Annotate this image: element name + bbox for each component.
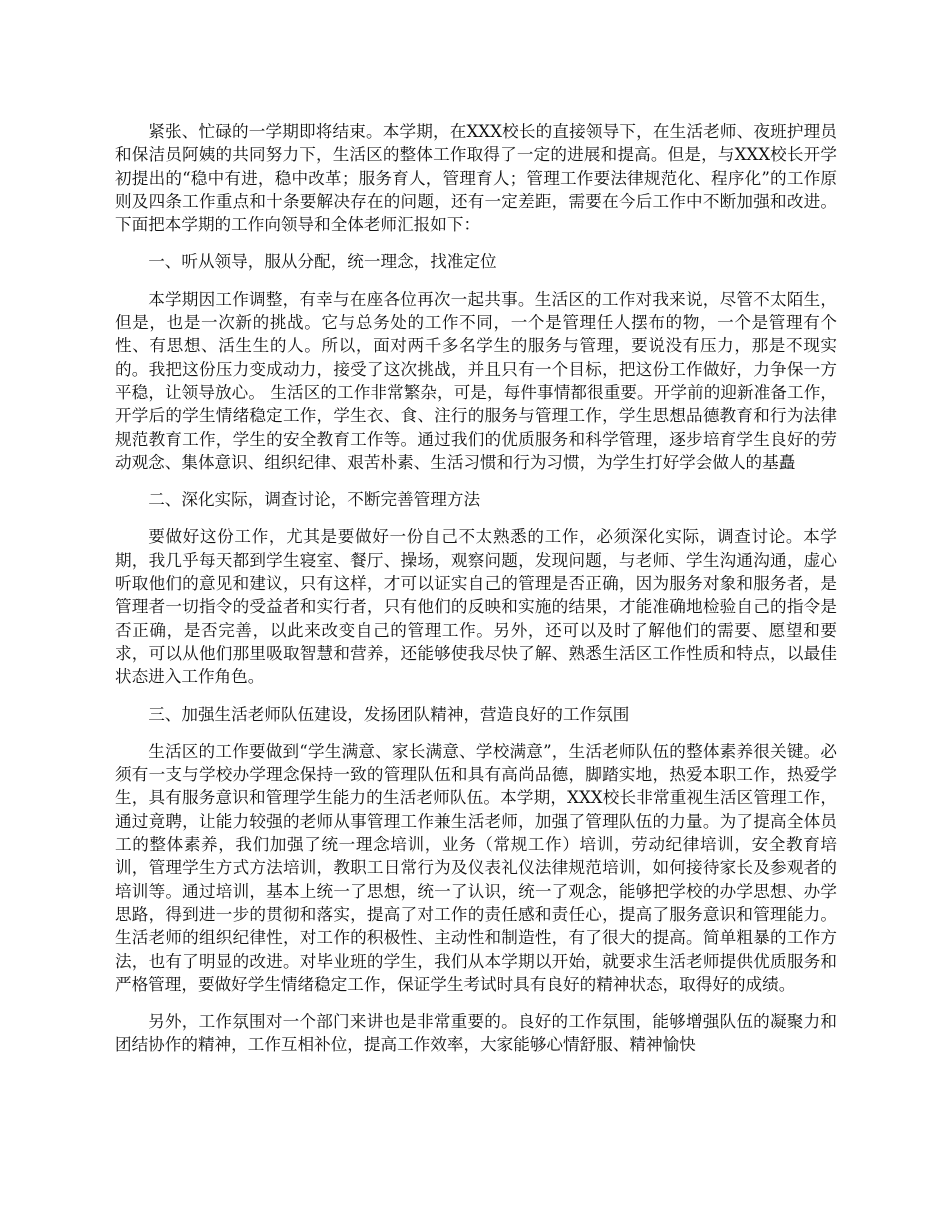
section-3-paragraph: 生活区的工作要做到“学生满意、家长满意、学校满意”，生活老师队伍的整体素养很关键。必须有一支与学校办学理念保持一致的管理队伍和具有高尚品德，脚踏实地，热爱本职工作，热爱学生，具有服务意识和管理学生能力的生活老师队伍。本学期，XXX校长非常重视生活区管理工作，通过竟聘，让能力较强的老师从事管理工作兼生活老师，加强了管理队伍的力量。为了提高全体员工的整体素养，我们加强了统一理念培训，业务（常规工作）培训，劳动纪律培训，安全教育培训，管理学生方式方法培训，教职工日常行为及仪表礼仪法律规范培训，如何接待家长及参观者的培训等。通过培训，基本上统一了思想，统一了认识，统一了观念，能够把学校的办学思想、办学思路，得到进一步的贯彻和落实，提高了对工作的责任感和责任心，提高了服务意识和管理能力。生活老师的组织纪律性，对工作的积极性、主动性和制造性，有了很大的提高。简单粗暴的工作方法，也有了明显的改进。对毕业班的学生，我们从本学期以开始，就要求生活老师提供优质服务和严格管理，要做好学生情绪稳定工作，保证学生考试时具有良好的精神状态，取得好的成绩。	[115, 741, 837, 994]
section-heading-2: 二、深化实际，调查讨论，不断完善管理方法	[148, 490, 481, 510]
section-heading-1: 一、听从领导，服从分配，统一理念，找准定位	[148, 252, 497, 272]
intro-paragraph: 紧张、忙碌的一学期即将结束。本学期，在XXX校长的直接领导下，在生活老师、夜班护理员和保洁员阿姨的共同努力下，生活区的整体工作取得了一定的进展和提高。但是，与XXX校长开学初提出的“稳中有进，稳中改革；服务育人，管理育人；管理工作要法律规范化、程序化”的工作原则及四条工作重点和十条要解决存在的问题，还有一定差距，需要在今后工作中不断加强和改进。下面把本学期的工作向领导和全体老师汇报如下：	[115, 122, 837, 235]
closing-paragraph: 另外，工作氛围对一个部门来讲也是非常重要的。良好的工作氛围，能够增强队伍的凝聚力和团结协作的精神，工作互相补位，提高工作效率，大家能够心情舒服、精神愉快	[115, 1012, 837, 1055]
section-heading-3: 三、加强生活老师队伍建设，发扬团队精神，营造良好的工作氛围	[148, 704, 630, 724]
section-1-paragraph: 本学期因工作调整，有幸与在座各位再次一起共事。生活区的工作对我来说，尽管不太陌生，但是，也是一次新的挑战。它与总务处的工作不同，一个是管理任人摆布的物，一个是管理有个性、有思想、活生生的人。所以，面对两千多名学生的服务与管理，要说没有压力，那是不现实的。我把这份压力变成动力，接受了这次挑战，并且只有一个目标，把这份工作做好，力争保一方平稳，让领导放心。 生活区的工作非常繁杂，可是，每件事情都很重要。开学前的迎新准备工作，开学后的学生情绪稳定工作，学生衣、食、注行的服务与管理工作，学生思想品德教育和行为法律规范教育工作，学生的安全教育工作等。通过我们的优质服务和科学管理，逐步培育学生良好的劳动观念、集体意识、组织纪律、艰苦朴素、生活习惯和行为习惯，为学生打好学会做人的基矗	[115, 289, 837, 472]
document-body	[115, 120, 837, 1071]
section-2-paragraph: 要做好这份工作，尤其是要做好一份自己不太熟悉的工作，必须深化实际，调查讨论。本学期，我几乎每天都到学生寝室、餐厅、操场，观察问题，发现问题，与老师、学生沟通沟通，虚心听取他们的意见和建议，只有这样，才可以证实自己的管理是否正确，因为服务对象和服务者，是管理者一切指令的受益者和实行者，只有他们的反映和实施的结果，才能准确地检验自己的指令是否正确，是否完善，以此来改变自己的管理工作。另外，还可以及时了解他们的需要、愿望和要求，可以从他们那里吸取智慧和营养，还能够使我尽快了解、熟悉生活区工作性质和特点，以最佳状态进入工作角色。	[115, 527, 837, 687]
